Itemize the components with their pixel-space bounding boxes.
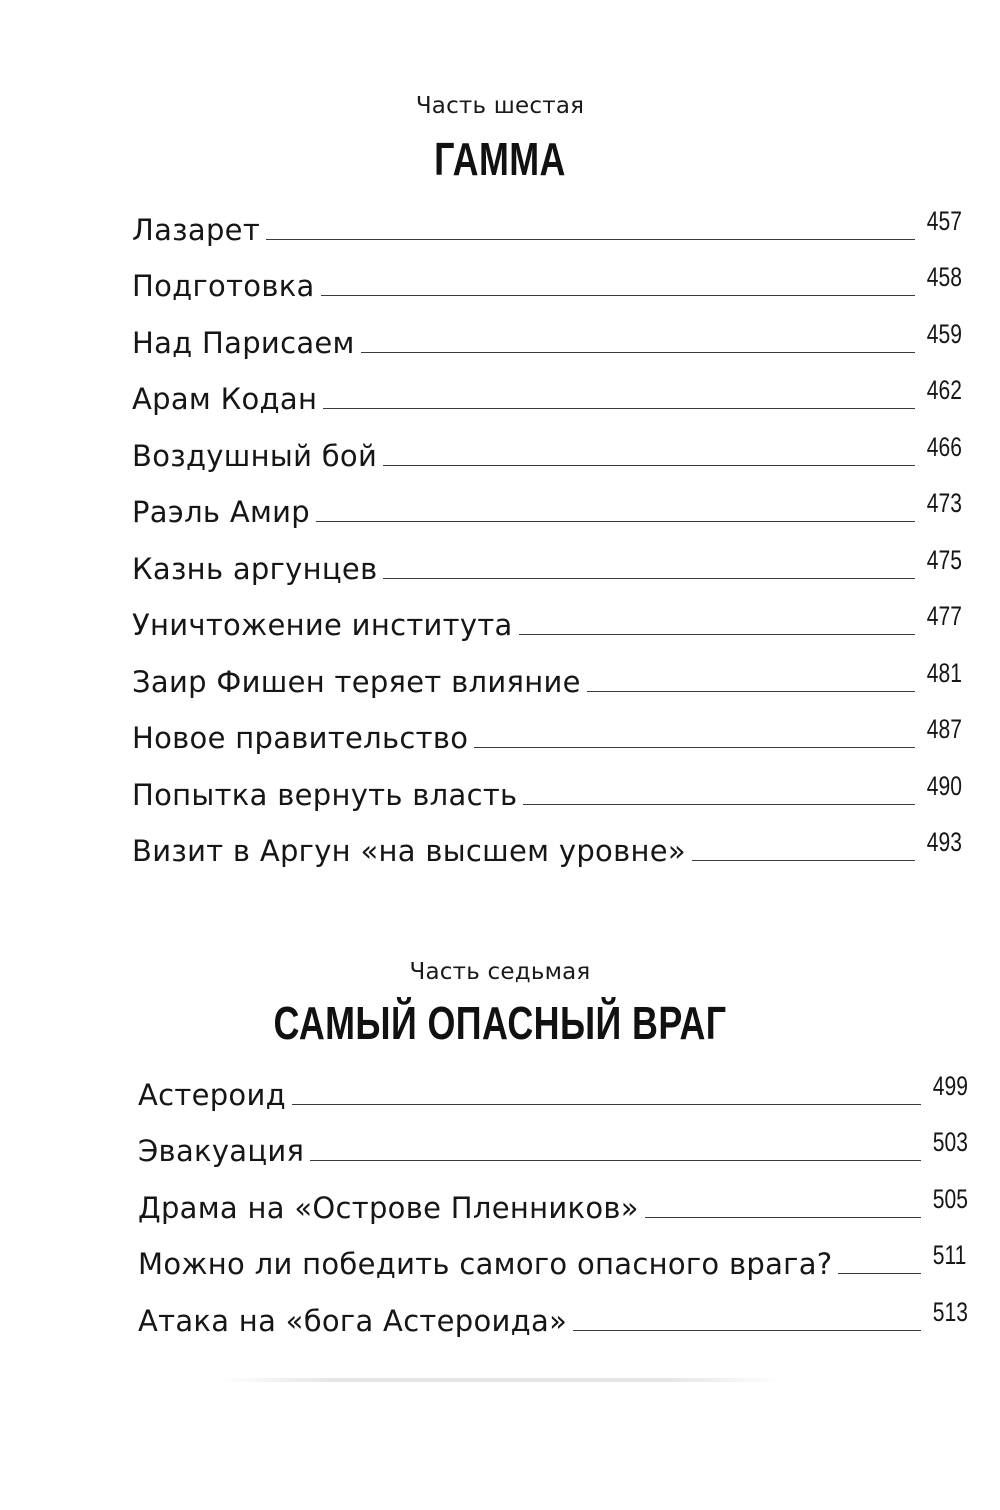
- entry-title: Казнь аргунцев: [132, 551, 378, 586]
- entry-page: 477: [926, 601, 962, 631]
- dot-leader: [692, 860, 915, 861]
- dot-leader: [321, 295, 915, 296]
- entry-page: 505: [932, 1183, 968, 1214]
- toc-entry[interactable]: [138, 1225, 967, 1282]
- dot-leader: [519, 634, 915, 635]
- entry-page: 487: [926, 714, 962, 744]
- toc-entry[interactable]: [138, 1168, 968, 1225]
- toc-entry[interactable]: [132, 529, 962, 586]
- toc-entry[interactable]: [132, 416, 962, 473]
- entry-title: Попытка вернуть власть: [132, 777, 518, 812]
- entry-title: Визит в Аргун «на высшем уровне»: [132, 834, 686, 868]
- page-bottom-shadow: [220, 1378, 780, 1382]
- dot-leader: [474, 747, 915, 748]
- entry-title: Эвакуация: [138, 1134, 305, 1168]
- entry-page: 473: [926, 488, 962, 518]
- dot-leader: [523, 804, 915, 805]
- entry-title: Подготовка: [132, 269, 315, 303]
- entry-page: 503: [932, 1127, 968, 1157]
- dot-leader: [323, 408, 915, 409]
- toc-entry[interactable]: [132, 812, 962, 869]
- entry-page: 499: [932, 1070, 968, 1101]
- entry-page: 458: [926, 262, 962, 292]
- toc-entry[interactable]: [132, 190, 962, 247]
- dot-leader: [587, 691, 915, 692]
- toc-entry[interactable]: [132, 755, 962, 812]
- toc-entry[interactable]: [132, 247, 962, 304]
- toc-entry[interactable]: [132, 699, 962, 756]
- part-six-label: Часть шестая: [415, 93, 585, 119]
- dot-leader: [838, 1273, 921, 1274]
- entry-page: 475: [926, 544, 962, 575]
- entry-page: 481: [926, 657, 962, 688]
- entry-title: Астероид: [138, 1077, 286, 1112]
- entry-title: Над Парисаем: [132, 325, 355, 360]
- dot-leader: [266, 239, 915, 240]
- dot-leader: [645, 1217, 921, 1218]
- entry-title: Драма на «Острове Пленников»: [138, 1190, 639, 1225]
- dot-leader: [361, 352, 915, 353]
- entry-page: 493: [926, 827, 962, 857]
- entry-page: 511: [932, 1240, 967, 1270]
- dot-leader: [292, 1104, 921, 1105]
- part-six-toc: [132, 190, 962, 868]
- entry-title: Раэль Амир: [132, 495, 310, 529]
- entry-page: 466: [926, 431, 962, 462]
- toc-entry[interactable]: [138, 1112, 968, 1169]
- dot-leader: [383, 465, 915, 466]
- part-seven-title: САМЫЙ ОПАСНЫЙ ВРАГ: [273, 997, 727, 1049]
- entry-title: Уничтожение института: [132, 608, 513, 642]
- toc-entry[interactable]: [132, 360, 962, 417]
- toc-entry[interactable]: [138, 1281, 968, 1338]
- entry-page: 490: [926, 770, 962, 801]
- entry-page: 462: [926, 375, 962, 405]
- entry-page: 513: [932, 1296, 968, 1327]
- dot-leader: [573, 1330, 921, 1331]
- entry-page: 459: [926, 318, 962, 349]
- toc-entry[interactable]: [132, 303, 962, 360]
- toc-entry[interactable]: [132, 586, 962, 643]
- entry-title: Атака на «бога Астероида»: [138, 1303, 568, 1338]
- toc-entry[interactable]: [132, 473, 962, 530]
- entry-title: Можно ли победить самого опасного врага?: [138, 1247, 833, 1281]
- entry-title: Лазарет: [132, 212, 261, 247]
- entry-title: Воздушный бой: [132, 438, 378, 473]
- part-seven-label: Часть седьмая: [409, 959, 591, 985]
- dot-leader: [310, 1160, 921, 1161]
- entry-page: 457: [926, 205, 962, 236]
- part-seven-toc: [138, 1055, 968, 1338]
- dot-leader: [383, 578, 915, 579]
- entry-title: Арам Кодан: [132, 382, 318, 416]
- entry-title: Заир Фишен теряет влияние: [132, 664, 581, 699]
- entry-title: Новое правительство: [132, 721, 469, 755]
- toc-entry[interactable]: [138, 1055, 968, 1112]
- part-six-title: ГАММА: [434, 133, 566, 185]
- toc-entry[interactable]: [132, 642, 962, 699]
- dot-leader: [316, 521, 915, 522]
